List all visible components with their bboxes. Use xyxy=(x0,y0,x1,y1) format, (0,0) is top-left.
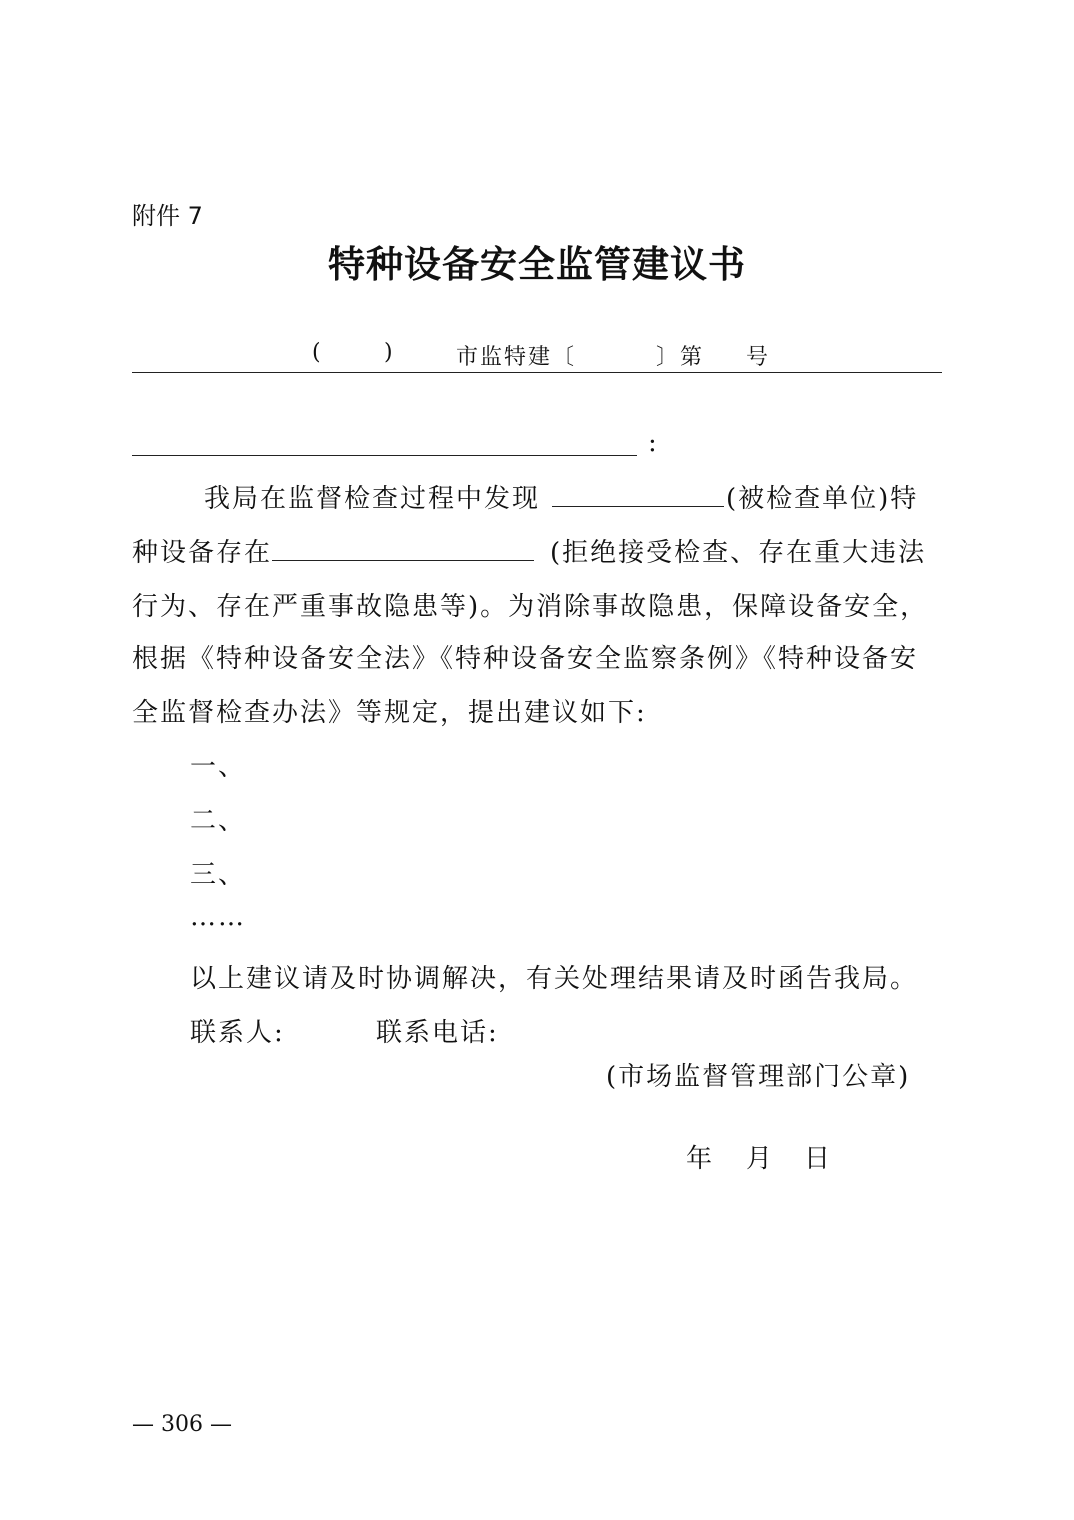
list-item: 三、 xyxy=(190,860,247,890)
contact-person-label: 联系人: xyxy=(190,1018,285,1048)
date-month: 月 xyxy=(746,1144,775,1174)
doc-number-hao: 号 xyxy=(746,345,769,370)
issue-blank xyxy=(272,560,534,561)
doc-number-suffix: 〕第 xyxy=(656,345,705,370)
body-line-3: 行为、存在严重事故隐患等)。为消除事故隐患，保障设备安全， xyxy=(132,592,929,622)
doc-number-close-paren: ) xyxy=(384,340,393,365)
date-day: 日 xyxy=(804,1144,833,1174)
doc-number-open-paren: ( xyxy=(312,340,321,365)
attachment-label: 附件 7 xyxy=(132,202,203,230)
contact-phone-label: 联系电话: xyxy=(376,1018,499,1048)
body-line-5: 全监督检查办法》等规定，提出建议如下: xyxy=(132,698,647,728)
date-year: 年 xyxy=(686,1144,715,1174)
seal-text: (市场监督管理部门公章) xyxy=(606,1062,911,1092)
body-line-1-end: (被检查单位)特 xyxy=(726,484,919,514)
addressee-blank xyxy=(132,455,637,456)
body-line-4: 根据《特种设备安全法》《特种设备安全监察条例》《特种设备安 xyxy=(132,644,919,674)
body-line-1-start: 我局在监督检查过程中发现 xyxy=(204,484,541,514)
body-line-2-end: (拒绝接受检查、存在重大违法 xyxy=(550,538,927,568)
doc-number-prefix: 市监特建〔 xyxy=(456,345,577,370)
document-title: 特种设备安全监管建议书 xyxy=(328,243,746,286)
page-number: — 306 — xyxy=(132,1412,232,1437)
inspected-unit-blank xyxy=(552,506,724,507)
closing-text: 以上建议请及时协调解决，有关处理结果请及时函告我局。 xyxy=(190,964,919,994)
list-ellipsis: …… xyxy=(190,902,246,932)
body-line-2-start: 种设备存在 xyxy=(132,538,273,568)
list-item: 一、 xyxy=(190,752,247,782)
doc-number-rule xyxy=(132,372,942,373)
addressee-colon: : xyxy=(648,428,657,458)
list-item: 二、 xyxy=(190,806,247,836)
